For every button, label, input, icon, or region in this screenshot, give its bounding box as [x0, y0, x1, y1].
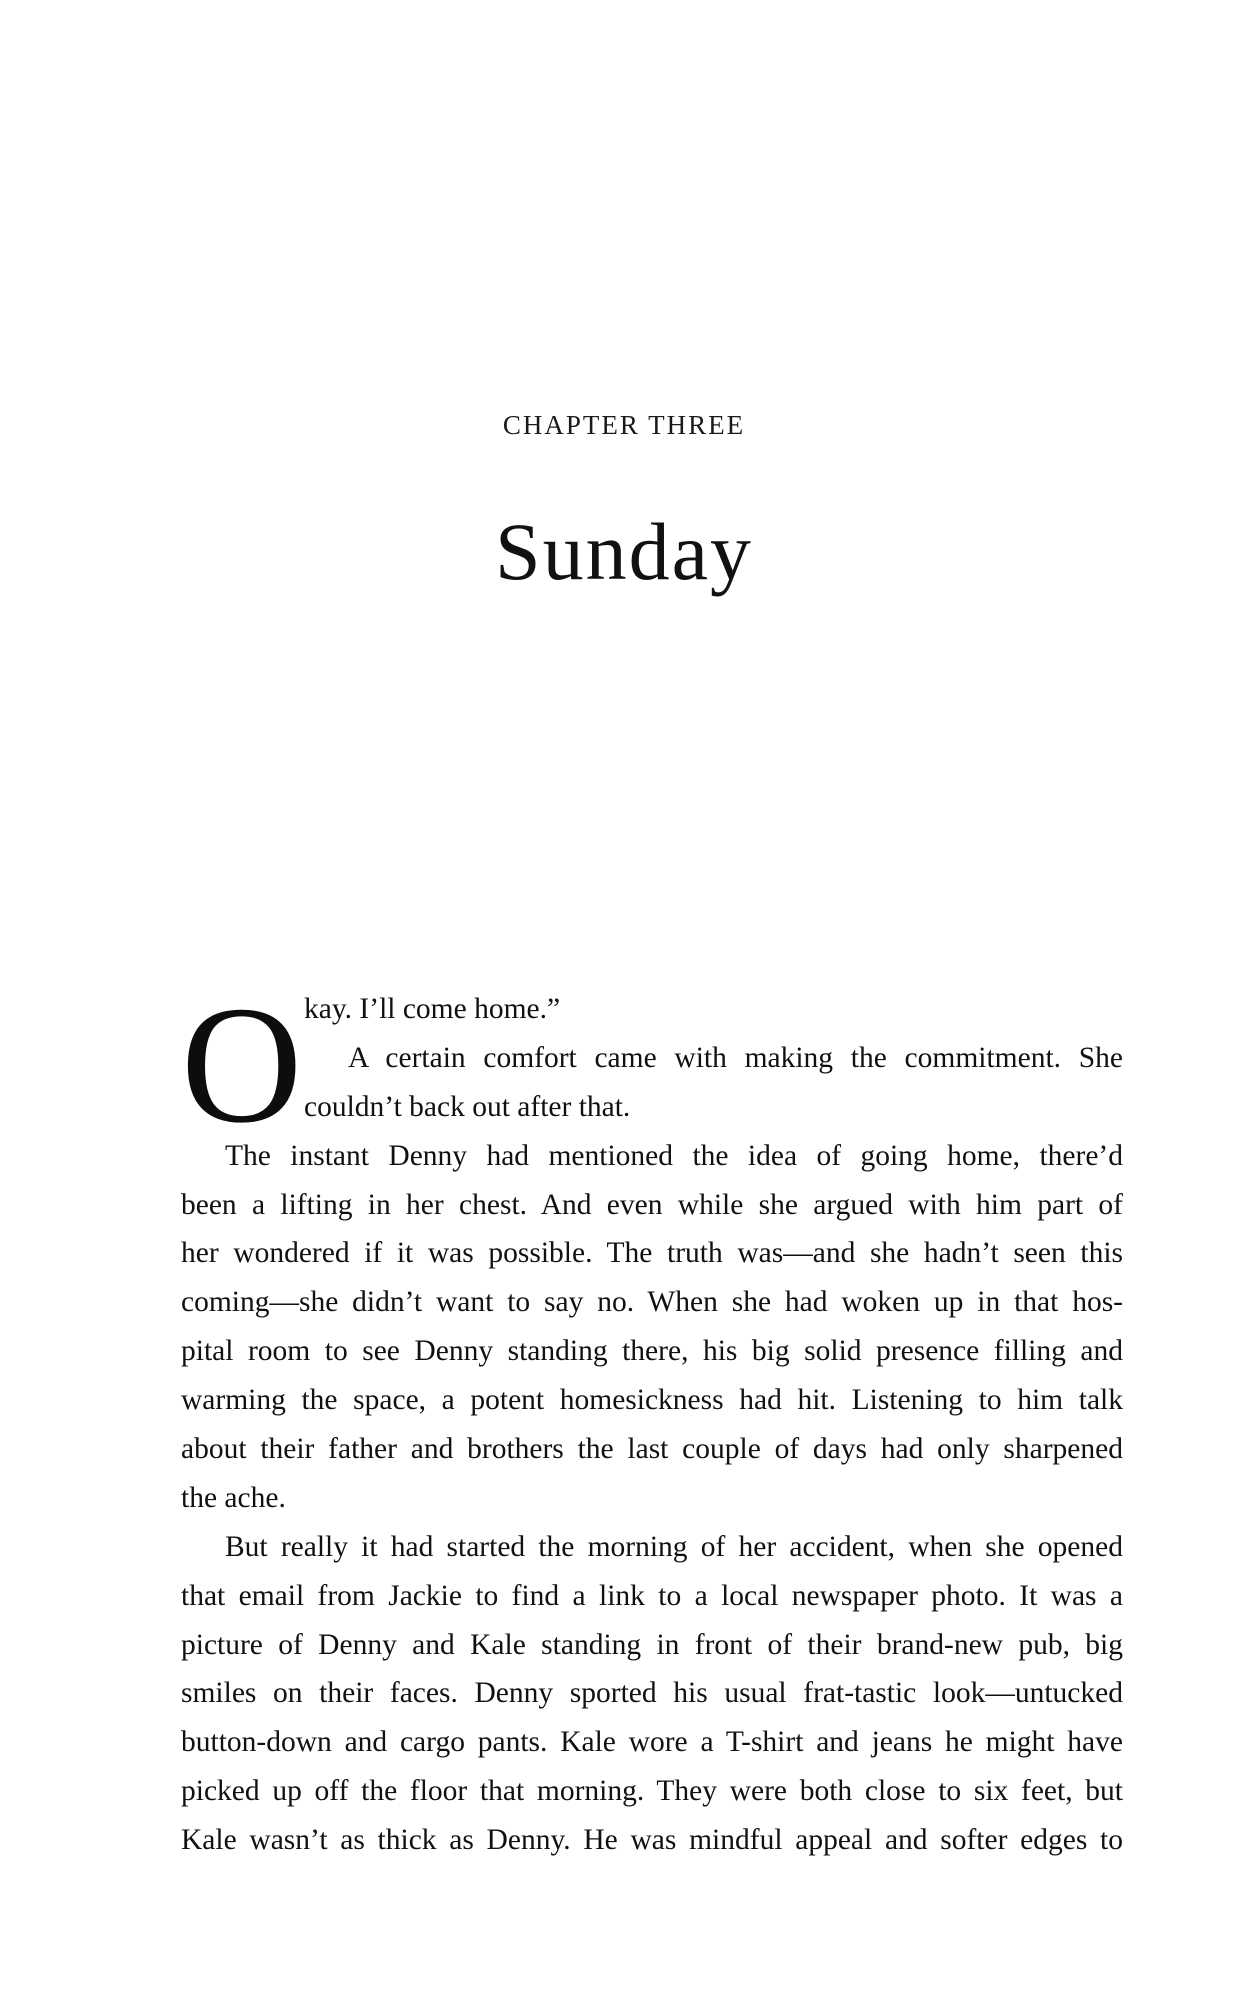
- text-line: coming—she didn’t want to say no. When she had woken up in that hos-: [181, 1286, 1123, 1319]
- text-line: about their father and brothers the last couple of days had only sharpened: [181, 1433, 1123, 1466]
- text-line: the ache.: [181, 1481, 286, 1514]
- text-line: pital room to see Denny standing there, his big solid presence filling and: [181, 1335, 1123, 1368]
- drop-cap-paragraph: [181, 985, 1123, 1132]
- drop-cap: O: [181, 972, 303, 1158]
- text-line: kay. I’ll come home.”: [304, 993, 561, 1025]
- text-line: The instant Denny had mentioned the idea of going home, there’d: [225, 1139, 1123, 1172]
- text-line: button-down and cargo pants. Kale wore a T-shirt and jeans he might have: [181, 1726, 1123, 1759]
- chapter-label: CHAPTER THREE: [502, 410, 746, 440]
- text-line: been a lifting in her chest. And even while she argued with him part of: [181, 1188, 1123, 1221]
- text-line: But really it had started the morning of her accident, when she opened: [225, 1530, 1123, 1563]
- text-line: warming the space, a potent homesickness had hit. Listening to him talk: [181, 1384, 1123, 1417]
- text-line: A certain comfort came with making the commitment. She: [348, 1041, 1123, 1074]
- text-line: her wondered if it was possible. The truth was—and she hadn’t seen this: [181, 1237, 1123, 1270]
- text-line: couldn’t back out after that.: [304, 1090, 631, 1123]
- chapter-title: Sunday: [495, 506, 753, 597]
- text-line: smiles on their faces. Denny sported his usual frat-tastic look—untucked: [181, 1677, 1123, 1710]
- text-line: that email from Jackie to find a link to a local newspaper photo. It was a: [181, 1579, 1123, 1612]
- text-line: picture of Denny and Kale standing in front of their brand-new pub, big: [181, 1628, 1123, 1661]
- text-line: Kale wasn’t as thick as Denny. He was mindful appeal and softer edges to: [181, 1824, 1123, 1857]
- body-text: [181, 972, 1123, 1865]
- text-line: picked up off the floor that morning. They were both close to six feet, but: [181, 1775, 1123, 1808]
